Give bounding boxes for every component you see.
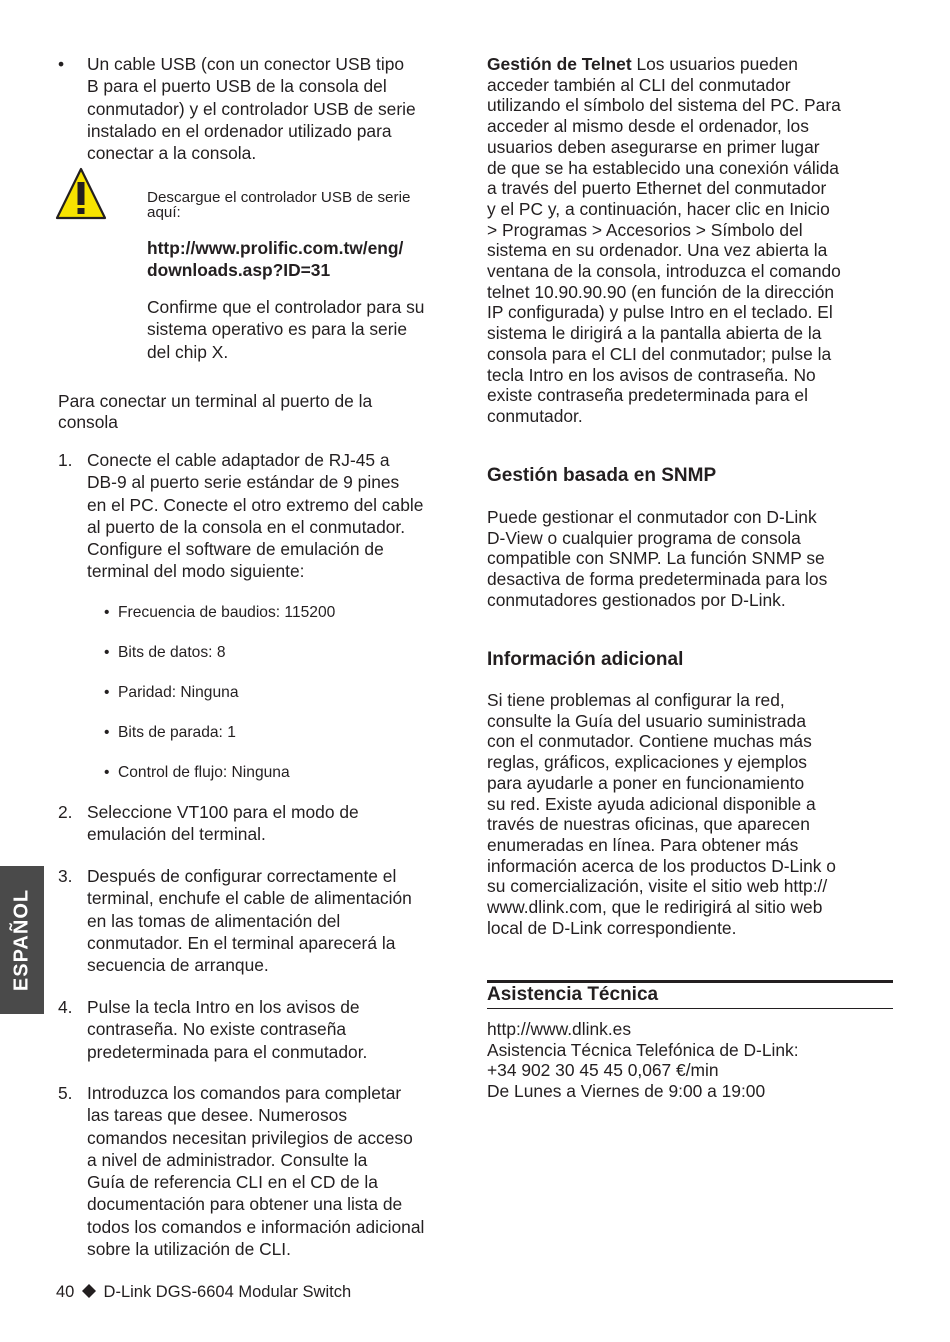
connect-intro bbox=[58, 390, 372, 434]
step-number: 1. bbox=[58, 450, 73, 470]
telnet-line: existe contraseña predeterminada para el bbox=[487, 385, 808, 406]
bullet-mark: • bbox=[104, 604, 110, 621]
telnet-line: telnet 10.90.90.90 (en función de la dirección bbox=[487, 281, 835, 302]
telnet-line: acceder también al CLI del conmutador bbox=[487, 74, 791, 95]
step-number: 2. bbox=[58, 802, 73, 822]
telnet-line: y el PC y, a continuación, hacer clic en Inicio bbox=[487, 198, 830, 219]
telnet-line: > Programas > Accesorios > Símbolo del bbox=[487, 219, 803, 240]
step-line: a nivel de administrador. Consulte la bbox=[87, 1149, 368, 1170]
support-line: Asistencia Técnica Telefónica de D-Link: bbox=[487, 1039, 799, 1060]
step-line: Introduzca los comandos para completar bbox=[87, 1083, 402, 1103]
support-heading: Asistencia Técnica bbox=[487, 984, 659, 1005]
telnet-line: Los usuarios pueden bbox=[631, 54, 798, 74]
snmp-line: compatible con SNMP. La función SNMP se bbox=[487, 548, 825, 569]
info-line: través de nuestras oficinas, que aparecen bbox=[487, 814, 810, 835]
bullet-mark: • bbox=[104, 724, 110, 741]
step-line: terminal, enchufe el cable de alimentación bbox=[87, 888, 412, 909]
info-line: con el conmutador. Contiene muchas más bbox=[487, 731, 812, 752]
step-number: 4. bbox=[58, 997, 73, 1017]
step-line: conmutador. En el terminal aparecerá la bbox=[87, 932, 396, 953]
telnet-line: a través del puerto Ethernet del conmutador bbox=[487, 178, 827, 199]
step-line: Configure el software de emulación de bbox=[87, 539, 384, 560]
info-line: reglas, gráficos, explicaciones y ejemplos bbox=[487, 752, 807, 773]
telnet-heading: Gestión de Telnet bbox=[487, 54, 632, 74]
snmp-section bbox=[487, 507, 827, 611]
step-line: sobre la utilización de CLI. bbox=[87, 1239, 291, 1260]
intro-line: consola bbox=[58, 412, 118, 433]
step-line: emulación del terminal. bbox=[87, 824, 266, 845]
telnet-line: IP configurada) y pulse Intro en el teclado. El bbox=[487, 302, 833, 323]
telnet-line: consola para el CLI del conmutador; pulse la bbox=[487, 343, 832, 364]
bullet-mark: • bbox=[104, 764, 110, 781]
info-heading: Información adicional bbox=[487, 649, 684, 670]
usb-line: instalado en el ordenador utilizado para bbox=[87, 120, 392, 141]
telnet-line: sistema le dirigirá a la pantalla abierta de la bbox=[487, 323, 822, 344]
confirm-line: Confirme que el controlador para su bbox=[147, 297, 425, 317]
bullet-mark: • bbox=[58, 54, 65, 74]
telnet-line: de que se ha establecido una conexión válida bbox=[487, 157, 839, 178]
info-line: Si tiene problemas al configurar la red, bbox=[487, 690, 785, 710]
usb-line: B para el puerto USB de la consola del bbox=[87, 76, 387, 97]
download-line: Descargue el controlador USB de serie bbox=[147, 189, 411, 206]
telnet-section bbox=[487, 54, 841, 427]
info-line: www.dlink.com, que le redirigirá al sitio web bbox=[487, 897, 823, 918]
step-line: Después de configurar correctamente el bbox=[87, 866, 397, 886]
step-line: las tareas que desee. Numerosos bbox=[87, 1105, 348, 1126]
confirm-line: del chip X. bbox=[147, 341, 229, 362]
bullet-mark: • bbox=[104, 684, 110, 701]
step-line: secuencia de arranque. bbox=[87, 955, 269, 976]
diamond-icon bbox=[82, 1284, 96, 1298]
telnet-line: acceder al mismo desde el ordenador, los bbox=[487, 116, 809, 137]
telnet-line: tecla Intro en los avisos de contraseña. No bbox=[487, 364, 816, 385]
step-line: Seleccione VT100 para el modo de bbox=[87, 802, 359, 822]
step-line: Conecte el cable adaptador de RJ-45 a bbox=[87, 450, 390, 470]
setting-text: Paridad: Ninguna bbox=[118, 684, 239, 701]
confirm-line: sistema operativo es para la serie bbox=[147, 319, 408, 340]
snmp-line: desactiva de forma predeterminada para los bbox=[487, 569, 828, 590]
setting-text: Bits de parada: 1 bbox=[118, 724, 236, 741]
language-side-tab bbox=[0, 866, 44, 1014]
usb-line: conectar a la consola. bbox=[87, 143, 257, 164]
step-number: 3. bbox=[58, 866, 73, 886]
step-line: Pulse la tecla Intro en los avisos de bbox=[87, 997, 360, 1017]
info-section bbox=[487, 690, 836, 938]
driver-url: downloads.asp?ID=31 bbox=[147, 260, 331, 281]
footer-title: D-Link DGS-6604 Modular Switch bbox=[103, 1283, 352, 1301]
step-line: en las tomas de alimentación del bbox=[87, 910, 341, 931]
support-top-rule bbox=[487, 980, 893, 983]
info-line: consulte la Guía del usuario suministrada bbox=[487, 710, 807, 731]
info-line: su comercialización, visite el sitio web http:// bbox=[487, 876, 828, 897]
setting-text: Frecuencia de baudios: 115200 bbox=[118, 604, 336, 621]
info-line: para ayudarle a poner en funcionamiento bbox=[487, 772, 805, 793]
support-line: De Lunes a Viernes de 9:00 a 19:00 bbox=[487, 1081, 766, 1102]
snmp-line: D-View o cualquier programa de consola bbox=[487, 527, 801, 548]
step-line: DB-9 al puerto serie estándar de 9 pines bbox=[87, 472, 400, 493]
usb-line: conmutador) y el controlador USB de serie bbox=[87, 98, 416, 119]
usb-line: Un cable USB (con un conector USB tipo bbox=[87, 54, 405, 74]
info-line: enumeradas en línea. Para obtener más bbox=[487, 834, 799, 855]
bullet-mark: • bbox=[104, 644, 110, 661]
support-section bbox=[487, 1019, 799, 1102]
info-line: su red. Existe ayuda adicional disponible a bbox=[487, 793, 816, 814]
telnet-line: usuarios deben asegurarse en primer lugar bbox=[487, 136, 820, 157]
driver-url: http://www.prolific.com.tw/eng/ bbox=[147, 238, 404, 258]
setting-text: Control de flujo: Ninguna bbox=[118, 764, 290, 781]
page-footer bbox=[56, 1282, 351, 1302]
info-line: local de D-Link correspondiente. bbox=[487, 917, 737, 938]
step-line: Guía de referencia CLI en el CD de la bbox=[87, 1172, 378, 1193]
telnet-line: sistema en su ordenador. Una vez abierta la bbox=[487, 240, 828, 261]
page-number: 40 bbox=[56, 1283, 75, 1301]
info-line: información acerca de los productos D-Link o bbox=[487, 855, 836, 876]
telnet-line: utilizando el símbolo del sistema del PC. Para bbox=[487, 95, 841, 116]
step-line: al puerto de la consola en el conmutador. bbox=[87, 516, 406, 537]
step-line: documentación para obtener una lista de bbox=[87, 1194, 403, 1215]
language-label: ESPAÑOL bbox=[10, 888, 33, 992]
step-line: terminal del modo siguiente: bbox=[87, 561, 305, 582]
telnet-line: conmutador. bbox=[487, 405, 583, 426]
snmp-heading: Gestión basada en SNMP bbox=[487, 465, 717, 486]
download-line: aquí: bbox=[147, 204, 181, 221]
step-line: en el PC. Conecte el otro extremo del cable bbox=[87, 494, 424, 515]
support-line: http://www.dlink.es bbox=[487, 1019, 632, 1039]
intro-line: Para conectar un terminal al puerto de la bbox=[58, 391, 373, 411]
support-bottom-rule bbox=[487, 1008, 893, 1009]
step-line: comandos necesitan privilegios de acceso bbox=[87, 1127, 413, 1148]
step-line: contraseña. No existe contraseña bbox=[87, 1019, 347, 1040]
telnet-line: ventana de la consola, introduzca el comando bbox=[487, 261, 841, 282]
snmp-line: Puede gestionar el conmutador con D-Link bbox=[487, 507, 817, 527]
step-line: todos los comandos e información adicional bbox=[87, 1216, 425, 1237]
snmp-line: conmutadores gestionados por D-Link. bbox=[487, 589, 786, 610]
warning-triangle-icon bbox=[55, 167, 107, 221]
step-number: 5. bbox=[58, 1083, 73, 1103]
step-line: predeterminada para el conmutador. bbox=[87, 1041, 368, 1062]
support-line: +34 902 30 45 45 0,067 €/min bbox=[487, 1060, 719, 1081]
setting-text: Bits de datos: 8 bbox=[118, 644, 226, 661]
